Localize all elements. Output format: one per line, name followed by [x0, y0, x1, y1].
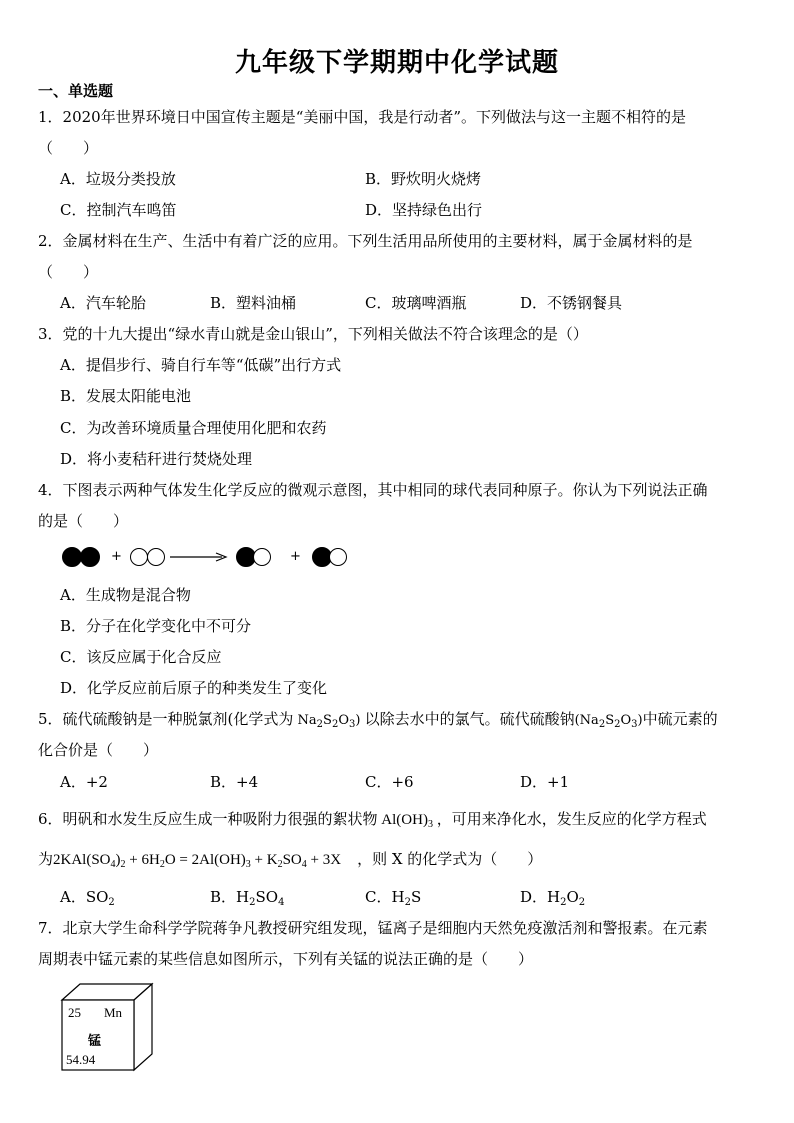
q6-option-c: C．$H_2S$	[365, 888, 422, 908]
q6-stem-wei: 为	[38, 850, 54, 868]
q3-option-b: B．发展太阳能电池	[60, 387, 192, 405]
element-name: 锰	[88, 1034, 102, 1049]
q4-option-a: A．生成物是混合物	[60, 586, 191, 604]
q6-stem-part1: 6．明矾和水发生反应生成一种吸附力很强的絮状物	[38, 810, 378, 828]
q6-option-d: D．$H_2O_2$	[520, 888, 586, 908]
q6-option-a-text: A．SO	[60, 888, 109, 906]
white-atom	[130, 548, 148, 566]
q6-option-d-text: D．H	[520, 888, 561, 906]
q1-option-b: B．野炊明火烧烤	[365, 170, 482, 188]
q2-option-b: B．塑料油桶	[210, 294, 297, 312]
q4-stem: 4．下图表示两种气体发生化学反应的微观示意图，其中相同的球代表同种原子。你认为下列说法正确	[38, 481, 708, 499]
q6-option-b: B．$H_2SO_4$	[210, 888, 285, 908]
white-atom	[329, 548, 347, 566]
q7-stem: 7．北京大学生命科学学院蒋争凡教授研究组发现，锰离子是细胞内天然免疫激活剂和警报素。在元素	[38, 919, 708, 937]
q5-stem-part1: 5．硫代硫酸钠是一种脱氯剂(化学式为	[38, 710, 294, 728]
q5-stem-part2: 以除去水中的氯气。硫代硫酸钠	[364, 710, 575, 728]
q1-stem: 1．2020年世界环境日中国宣传主题是“美丽中国，我是行动者”。下列做法与这一主题不相符的是	[38, 108, 687, 126]
q2-option-a: A．汽车轮胎	[60, 294, 146, 312]
q1-option-c: C．控制汽车鸣笛	[60, 201, 177, 219]
q3-option-a: A．提倡步行、骑自行车等“低碳”出行方式	[60, 356, 342, 374]
q2-stem-paren: （ ）	[38, 263, 99, 281]
q1-option-d: D．坚持绿色出行	[365, 201, 483, 219]
q5-stem-part3: 中硫元素的	[642, 710, 718, 728]
q5-stem-line2: 化合价是（ ）	[38, 741, 159, 759]
atomic-mass: 54.94	[66, 1052, 96, 1067]
periodic-element-cell	[60, 982, 160, 1072]
exam-title: 九年级下学期期中化学试题	[234, 48, 559, 78]
atomic-number: 25	[68, 1005, 81, 1020]
q6-option-b-text: B．H	[210, 888, 250, 906]
q4-option-c: C．该反应属于化合反应	[60, 648, 222, 666]
q6-stem-part4: ，则 X 的化学式为（ ）	[357, 850, 543, 868]
q4-stem-line2: 的是（ ）	[38, 512, 129, 530]
q6-option-c-text: C．H	[365, 888, 405, 906]
q5-option-a: A．+2	[60, 773, 108, 791]
q5-option-d: D．+1	[520, 773, 570, 791]
white-atom	[253, 548, 271, 566]
reaction-arrow	[170, 551, 228, 563]
white-atom	[147, 548, 165, 566]
black-atom	[62, 547, 82, 567]
q2-option-d: D．不锈钢餐具	[520, 294, 623, 312]
formula-na2s2o3-paren: $(Na_2S_2O_3)$	[574, 713, 643, 730]
q5-stem	[38, 709, 718, 731]
q2-stem: 2．金属材料在生产、生活中有着广泛的应用。下列生活用品所使用的主要材料，属于金属材料的是	[38, 232, 693, 250]
q4-option-b: B．分子在化学变化中不可分	[60, 617, 252, 635]
reaction-diagram	[60, 544, 380, 574]
q3-option-d: D．将小麦秸秆进行焚烧处理	[60, 450, 253, 468]
q4-option-d: D．化学反应前后原子的种类发生了变化	[60, 679, 328, 697]
section-heading: 一、单选题	[38, 82, 114, 100]
plus-sign: +	[111, 549, 122, 564]
q6-option-a: A．$SO_2$	[60, 888, 115, 908]
q6-stem-line2	[38, 849, 542, 870]
q3-option-c: C．为改善环境质量合理使用化肥和农药	[60, 419, 327, 437]
element-symbol: Mn	[104, 1005, 123, 1020]
q5-option-b: B．+4	[210, 773, 259, 791]
plus-sign: +	[290, 549, 301, 564]
q1-stem-paren: （ ）	[38, 139, 99, 157]
q3-stem: 3．党的十九大提出“绿水青山就是金山银山”，下列相关做法不符合该理念的是（）	[38, 325, 588, 343]
q6-stem-part2: ，可用来净化水，发生反应的化学方程式	[436, 810, 707, 828]
q1-option-a: A．垃圾分类投放	[60, 170, 176, 188]
formula-na2s2o3: $Na_2S_2O_3$)	[293, 713, 365, 730]
q5-option-c: C．+6	[365, 773, 414, 791]
chemical-equation: $2KAl(SO_4)_2 + 6H_2O = 2Al(OH)_3 + K_2SO_4 + 3X$	[53, 852, 342, 870]
black-atom	[80, 547, 100, 567]
q6-stem	[38, 809, 707, 830]
formula-aloh3: $Al(OH)_3$	[377, 812, 433, 830]
q7-stem-line2: 周期表中锰元素的某些信息如图所示，下列有关锰的说法正确的是（ ）	[38, 950, 534, 968]
q2-option-c: C．玻璃啤酒瓶	[365, 294, 467, 312]
